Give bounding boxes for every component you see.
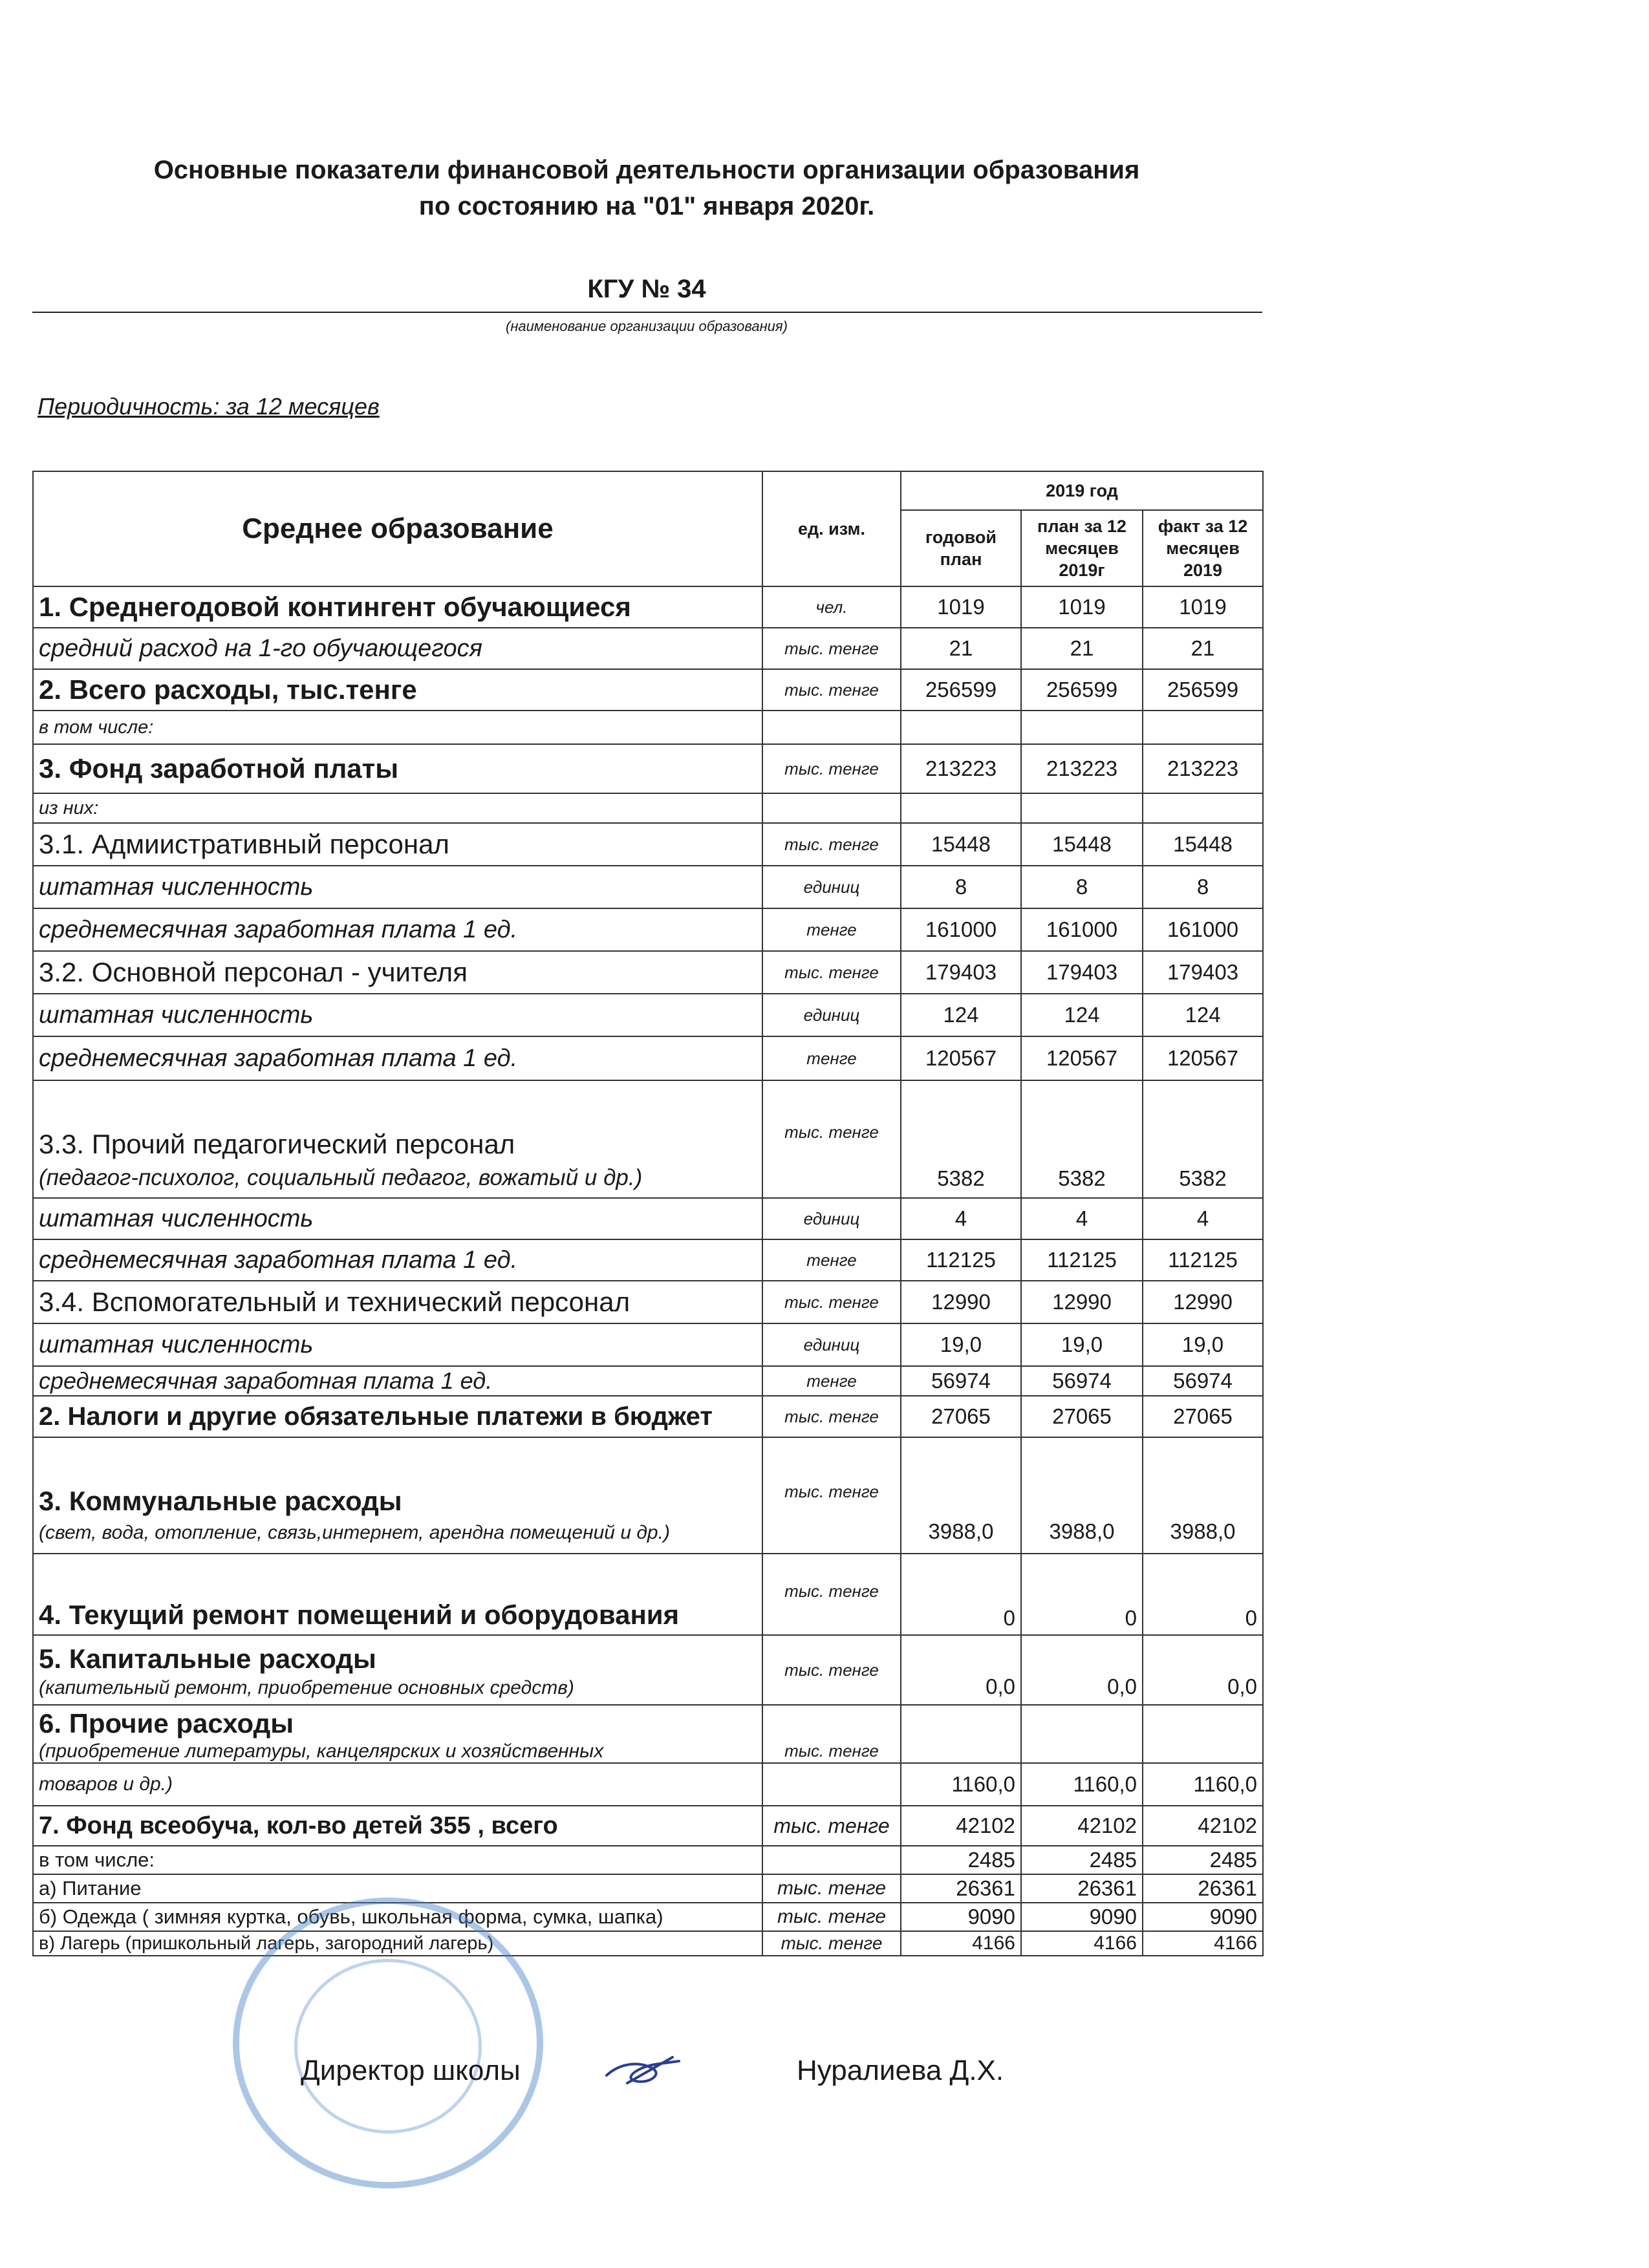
row-annual-value: 3988,0 bbox=[901, 1437, 1021, 1554]
row-label: 2. Всего расходы, тыс.тенге bbox=[33, 669, 762, 711]
row-unit: тыс. тенге bbox=[762, 1874, 901, 1903]
row-fact-value: 124 bbox=[1143, 994, 1263, 1036]
row-fact-value: 256599 bbox=[1143, 669, 1263, 711]
row-annual-value: 19,0 bbox=[901, 1323, 1021, 1366]
table-row bbox=[33, 1635, 1263, 1705]
handwritten-signature bbox=[601, 2049, 685, 2095]
table-row bbox=[33, 1281, 1263, 1323]
row-fact-value: 161000 bbox=[1143, 908, 1263, 951]
row-unit: тыс. тенге bbox=[762, 1705, 901, 1763]
row-label: в том числе: bbox=[33, 1846, 762, 1874]
row-unit: единиц bbox=[762, 866, 901, 908]
row-plan-value: 213223 bbox=[1021, 744, 1143, 793]
row-unit: тыс. тенге bbox=[762, 951, 901, 994]
row-unit: тыс. тенге bbox=[762, 1281, 901, 1323]
row-fact-value: 0,0 bbox=[1143, 1635, 1263, 1705]
empty-cell bbox=[1021, 793, 1143, 823]
row-annual-value: 12990 bbox=[901, 1281, 1021, 1323]
organization-caption: (наименование организации образования) bbox=[506, 318, 788, 334]
table-row bbox=[33, 866, 1263, 908]
row-unit: единиц bbox=[762, 1198, 901, 1239]
row-label: в) Лагерь (пришкольный лагерь, загородний лагерь) bbox=[33, 1931, 762, 1956]
table-row bbox=[33, 586, 1263, 628]
row-annual-value: 120567 bbox=[901, 1036, 1021, 1080]
table-row bbox=[33, 1366, 1263, 1396]
row-plan-value: 19,0 bbox=[1021, 1323, 1143, 1366]
row-plan-value: 124 bbox=[1021, 994, 1143, 1036]
row-unit: тыс. тенге bbox=[762, 1396, 901, 1437]
row-label: 1. Среднегодовой контингент обучающиеся bbox=[33, 586, 762, 628]
row-fact-value: 112125 bbox=[1143, 1239, 1263, 1281]
row-label: 3. Коммунальные расходы bbox=[39, 1486, 402, 1516]
empty-cell bbox=[762, 1763, 901, 1806]
table-row bbox=[33, 1036, 1263, 1080]
row-plan-value: 120567 bbox=[1021, 1036, 1143, 1080]
row-plan-value: 27065 bbox=[1021, 1396, 1143, 1437]
row-label: 4. Текущий ремонт помещений и оборудования bbox=[33, 1554, 762, 1635]
row-fact-value: 12990 bbox=[1143, 1281, 1263, 1323]
row-label-cell bbox=[33, 1705, 762, 1763]
row-unit: тыс. тенге bbox=[762, 744, 901, 793]
row-label: 3.1. Адмиистративный персонал bbox=[33, 823, 762, 866]
row-plan-value: 256599 bbox=[1021, 669, 1143, 711]
table-row bbox=[33, 628, 1263, 669]
row-label: среднемесячная заработная плата 1 ед. bbox=[33, 1239, 762, 1281]
row-plan-value: 161000 bbox=[1021, 908, 1143, 951]
row-fact-value: 3988,0 bbox=[1143, 1437, 1263, 1554]
row-annual-value: 0 bbox=[901, 1554, 1021, 1635]
row-unit: тыс. тенге bbox=[762, 1806, 901, 1846]
row-fact-value: 179403 bbox=[1143, 951, 1263, 994]
row-sublabel: (свет, вода, отопление, связь,интернет, арендна помещений и др.) bbox=[39, 1522, 670, 1543]
row-plan-value: 42102 bbox=[1021, 1806, 1143, 1846]
row-fact-value: 9090 bbox=[1143, 1903, 1263, 1931]
row-label: 3. Фонд заработной платы bbox=[33, 744, 762, 793]
row-label: штатная численность bbox=[33, 866, 762, 908]
row-fact-value: 4 bbox=[1143, 1198, 1263, 1239]
row-label: среднемесячная заработная плата 1 ед. bbox=[33, 908, 762, 951]
row-unit: тыс. тенге bbox=[762, 1437, 901, 1554]
table-row bbox=[33, 1437, 1263, 1554]
row-plan-value: 179403 bbox=[1021, 951, 1143, 994]
empty-cell bbox=[762, 1846, 901, 1874]
row-annual-value: 15448 bbox=[901, 823, 1021, 866]
row-plan-value: 4 bbox=[1021, 1198, 1143, 1239]
row-annual-value: 256599 bbox=[901, 669, 1021, 711]
year-header: 2019 год bbox=[901, 471, 1263, 510]
table-row bbox=[33, 823, 1263, 866]
row-plan-value: 26361 bbox=[1021, 1874, 1143, 1903]
row-unit: тыс. тенге bbox=[762, 1931, 901, 1956]
row-plan-value: 0 bbox=[1021, 1554, 1143, 1635]
row-fact-value: 56974 bbox=[1143, 1366, 1263, 1396]
table-row bbox=[33, 1763, 1263, 1806]
row-fact-value: 42102 bbox=[1143, 1806, 1263, 1846]
col-plan-12-months: план за 12 месяцев 2019г bbox=[1021, 510, 1143, 586]
row-unit: тыс. тенге bbox=[762, 1903, 901, 1931]
row-label: штатная численность bbox=[33, 1198, 762, 1239]
row-fact-value: 8 bbox=[1143, 866, 1263, 908]
row-annual-value: 2485 bbox=[901, 1846, 1021, 1874]
row-plan-value: 1019 bbox=[1021, 586, 1143, 628]
row-plan-value: 0,0 bbox=[1021, 1635, 1143, 1705]
row-plan-value: 5382 bbox=[1021, 1080, 1143, 1198]
row-label: 6. Прочие расходы bbox=[39, 1708, 294, 1738]
row-fact-value: 27065 bbox=[1143, 1396, 1263, 1437]
row-plan-value: 21 bbox=[1021, 628, 1143, 669]
row-label: 5. Капитальные расходы bbox=[39, 1643, 376, 1674]
row-plan-value: 2485 bbox=[1021, 1846, 1143, 1874]
row-label: 2. Налоги и другие обязательные платежи в бюджет bbox=[33, 1396, 762, 1437]
table-row bbox=[33, 793, 1263, 823]
table-row bbox=[33, 1396, 1263, 1437]
signatory-name: Нуралиева Д.Х. bbox=[797, 2055, 1004, 2086]
row-label: б) Одежда ( зимняя куртка, обувь, школьная форма, сумка, шапка) bbox=[33, 1903, 762, 1931]
row-fact-value: 1019 bbox=[1143, 586, 1263, 628]
row-unit: чел. bbox=[762, 586, 901, 628]
row-label: 7. Фонд всеобуча, кол-во детей 355 , всего bbox=[33, 1806, 762, 1846]
row-unit: тенге bbox=[762, 1239, 901, 1281]
row-label: штатная численность bbox=[33, 1323, 762, 1366]
row-label: товаров и др.) bbox=[33, 1763, 762, 1806]
row-annual-value: 112125 bbox=[901, 1239, 1021, 1281]
empty-cell bbox=[901, 793, 1021, 823]
row-label: 3.2. Основной персонал - учителя bbox=[33, 951, 762, 994]
empty-cell bbox=[901, 1705, 1021, 1763]
section-title: Среднее образование bbox=[33, 471, 762, 586]
row-plan-value: 1160,0 bbox=[1021, 1763, 1143, 1806]
row-fact-value: 0 bbox=[1143, 1554, 1263, 1635]
organization-underline bbox=[32, 312, 1262, 313]
row-plan-value: 8 bbox=[1021, 866, 1143, 908]
row-unit: тыс. тенге bbox=[762, 1635, 901, 1705]
row-fact-value: 1160,0 bbox=[1143, 1763, 1263, 1806]
row-label-cell bbox=[33, 1080, 762, 1198]
col-fact-12-months: факт за 12 месяцев 2019 bbox=[1143, 510, 1263, 586]
row-fact-value: 26361 bbox=[1143, 1874, 1263, 1903]
row-annual-value: 9090 bbox=[901, 1903, 1021, 1931]
table-row bbox=[33, 908, 1263, 951]
official-stamp-inner-ring bbox=[294, 1959, 482, 2134]
row-unit: тыс. тенге bbox=[762, 669, 901, 711]
row-label: 3.3. Прочий педагогический персонал bbox=[39, 1129, 515, 1159]
row-fact-value: 213223 bbox=[1143, 744, 1263, 793]
row-sublabel: (педагог-психолог, социальный педагог, вожатый и др.) bbox=[39, 1165, 643, 1190]
row-unit: единиц bbox=[762, 994, 901, 1036]
periodicity-label: Периодичность: за 12 месяцев bbox=[38, 393, 380, 420]
row-label: среднемесячная заработная плата 1 ед. bbox=[33, 1366, 762, 1396]
row-unit: тыс. тенге bbox=[762, 628, 901, 669]
empty-cell bbox=[1021, 1705, 1143, 1763]
row-annual-value: 161000 bbox=[901, 908, 1021, 951]
row-plan-value: 9090 bbox=[1021, 1903, 1143, 1931]
row-unit: тенге bbox=[762, 1366, 901, 1396]
table-row bbox=[33, 744, 1263, 793]
row-label: а) Питание bbox=[33, 1874, 762, 1903]
empty-cell bbox=[762, 793, 901, 823]
row-label: средний расход на 1-го обучающегося bbox=[33, 628, 762, 669]
row-label: среднемесячная заработная плата 1 ед. bbox=[33, 1036, 762, 1080]
row-annual-value: 179403 bbox=[901, 951, 1021, 994]
row-plan-value: 4166 bbox=[1021, 1931, 1143, 1956]
row-annual-value: 124 bbox=[901, 994, 1021, 1036]
table-row bbox=[33, 1903, 1263, 1931]
table-row bbox=[33, 1198, 1263, 1239]
row-unit: тыс. тенге bbox=[762, 1080, 901, 1198]
table-row bbox=[33, 1931, 1263, 1956]
row-fact-value: 5382 bbox=[1143, 1080, 1263, 1198]
empty-cell bbox=[762, 711, 901, 744]
row-unit: единиц bbox=[762, 1323, 901, 1366]
empty-cell bbox=[901, 711, 1021, 744]
row-label: из них: bbox=[33, 793, 762, 823]
row-annual-value: 4 bbox=[901, 1198, 1021, 1239]
row-label-cell bbox=[33, 1635, 762, 1705]
row-annual-value: 0,0 bbox=[901, 1635, 1021, 1705]
indicators-table bbox=[32, 471, 1264, 1956]
row-label-cell bbox=[33, 1437, 762, 1554]
row-annual-value: 8 bbox=[901, 866, 1021, 908]
row-fact-value: 15448 bbox=[1143, 823, 1263, 866]
row-unit: тыс. тенге bbox=[762, 823, 901, 866]
table-row bbox=[33, 1874, 1263, 1903]
signatory-position: Директор школы bbox=[301, 2055, 521, 2086]
row-plan-value: 112125 bbox=[1021, 1239, 1143, 1281]
table-row bbox=[33, 711, 1263, 744]
row-plan-value: 15448 bbox=[1021, 823, 1143, 866]
table-row bbox=[33, 1846, 1263, 1874]
row-annual-value: 27065 bbox=[901, 1396, 1021, 1437]
unit-column-header: ед. изм. bbox=[762, 471, 901, 586]
row-fact-value: 19,0 bbox=[1143, 1323, 1263, 1366]
row-annual-value: 21 bbox=[901, 628, 1021, 669]
row-annual-value: 56974 bbox=[901, 1366, 1021, 1396]
row-label: штатная численность bbox=[33, 994, 762, 1036]
document-title-line2: по состоянию на "01" января 2020г. bbox=[418, 192, 875, 220]
row-label: 3.4. Вспомогательный и технический персонал bbox=[33, 1281, 762, 1323]
organization-name: КГУ № 34 bbox=[587, 275, 706, 303]
row-annual-value: 213223 bbox=[901, 744, 1021, 793]
table-row bbox=[33, 1323, 1263, 1366]
table-row bbox=[33, 1554, 1263, 1635]
row-unit: тенге bbox=[762, 908, 901, 951]
row-plan-value: 56974 bbox=[1021, 1366, 1143, 1396]
row-annual-value: 1019 bbox=[901, 586, 1021, 628]
row-unit: тыс. тенге bbox=[762, 1554, 901, 1635]
row-plan-value: 12990 bbox=[1021, 1281, 1143, 1323]
row-label: в том числе: bbox=[33, 711, 762, 744]
table-row bbox=[33, 1705, 1263, 1763]
table-row bbox=[33, 951, 1263, 994]
empty-cell bbox=[1143, 793, 1263, 823]
row-fact-value: 21 bbox=[1143, 628, 1263, 669]
empty-cell bbox=[1143, 711, 1263, 744]
table-row bbox=[33, 1806, 1263, 1846]
empty-cell bbox=[1143, 1705, 1263, 1763]
row-fact-value: 120567 bbox=[1143, 1036, 1263, 1080]
row-annual-value: 5382 bbox=[901, 1080, 1021, 1198]
table-row bbox=[33, 1239, 1263, 1281]
col-annual-plan: годовой план bbox=[901, 510, 1021, 586]
row-unit: тенге bbox=[762, 1036, 901, 1080]
row-fact-value: 4166 bbox=[1143, 1931, 1263, 1956]
row-annual-value: 4166 bbox=[901, 1931, 1021, 1956]
table-row bbox=[33, 994, 1263, 1036]
document-title-line1: Основные показатели финансовой деятельности организации образования bbox=[153, 156, 1140, 184]
row-fact-value: 2485 bbox=[1143, 1846, 1263, 1874]
row-annual-value: 26361 bbox=[901, 1874, 1021, 1903]
row-plan-value: 3988,0 bbox=[1021, 1437, 1143, 1554]
row-sublabel: (капительный ремонт, приобретение основных средств) bbox=[39, 1677, 574, 1698]
row-sublabel: (приобретение литературы, канцелярских и хозяйственных bbox=[39, 1740, 604, 1762]
empty-cell bbox=[1021, 711, 1143, 744]
row-annual-value: 1160,0 bbox=[901, 1763, 1021, 1806]
table-row bbox=[33, 669, 1263, 711]
table-row bbox=[33, 1080, 1263, 1198]
row-annual-value: 42102 bbox=[901, 1806, 1021, 1846]
